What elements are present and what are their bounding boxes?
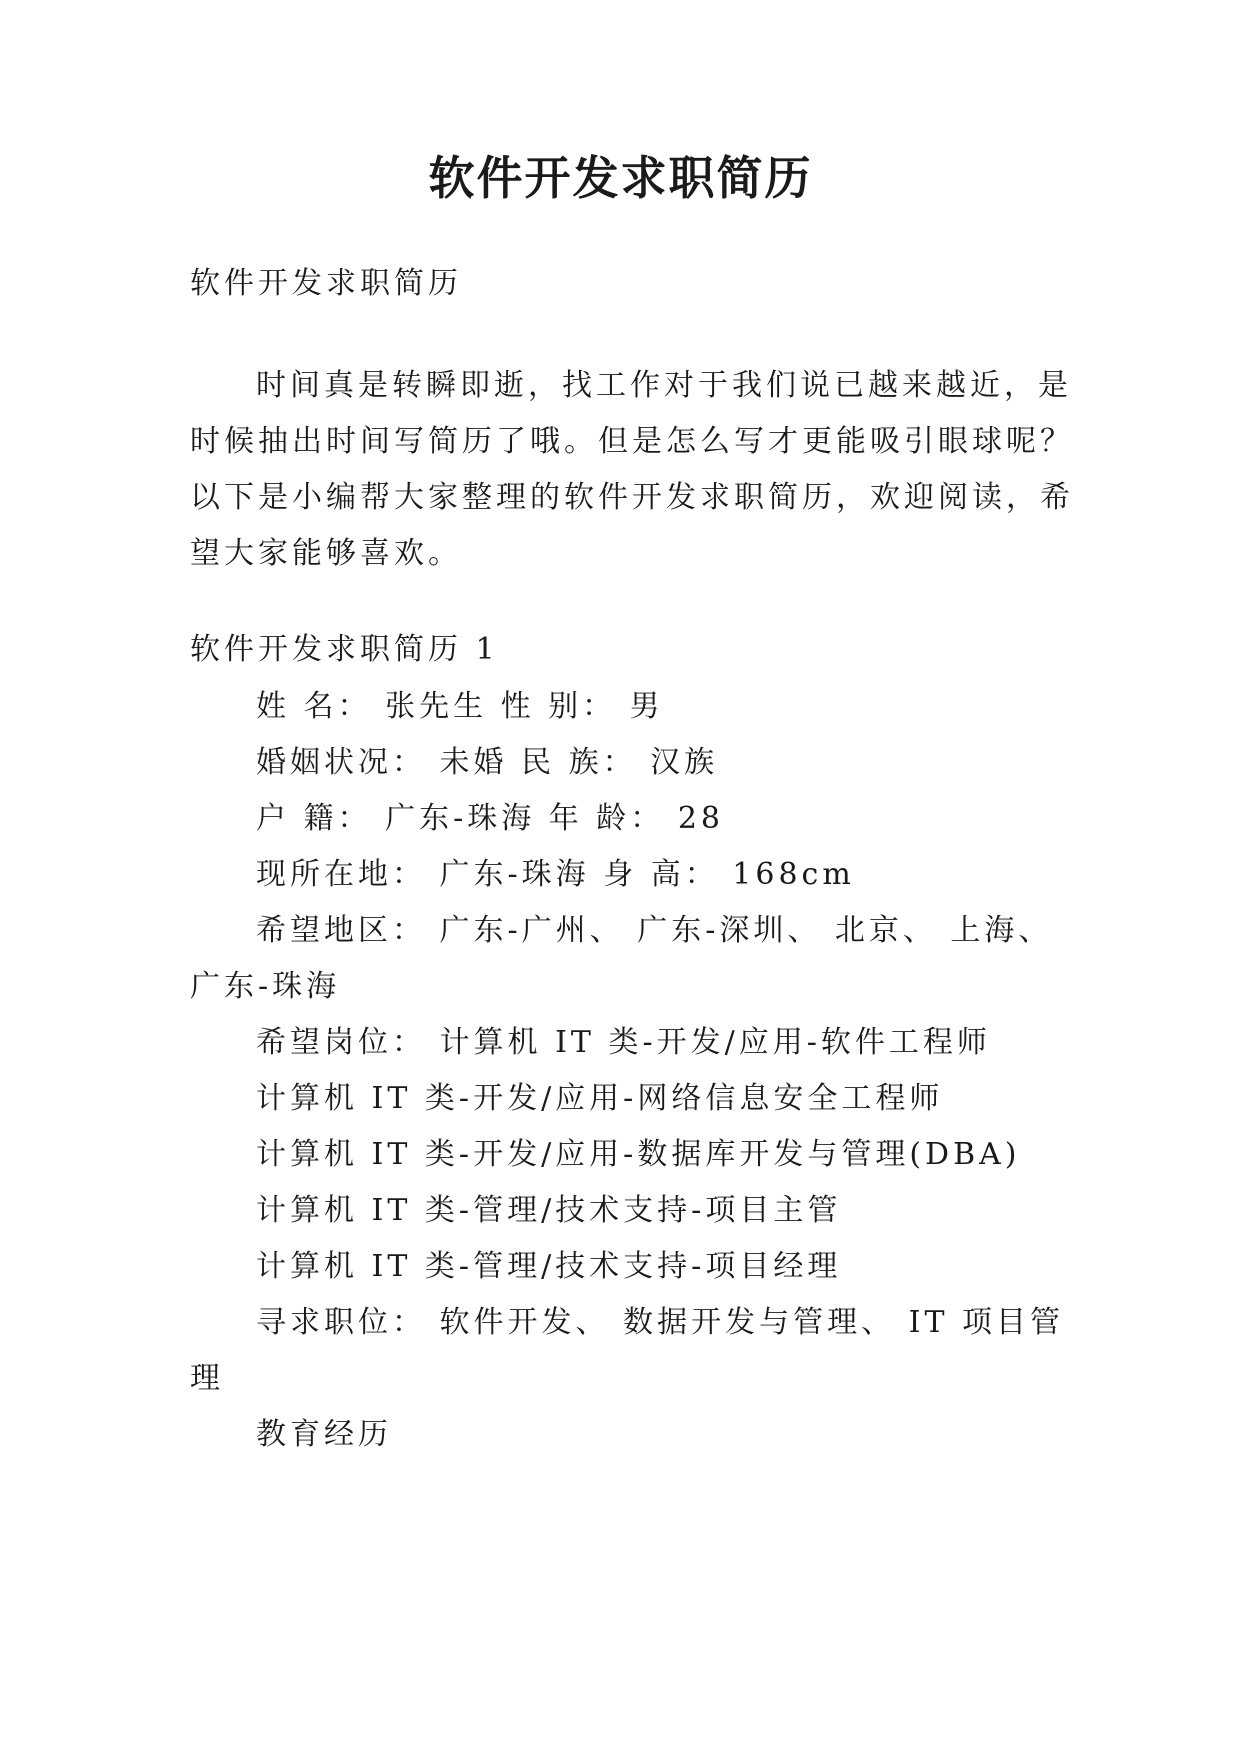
section-heading: 软件开发求职简历 1 <box>190 632 499 667</box>
household-age-line: 户 籍： 广东-珠海 年 龄： 28 <box>256 801 724 836</box>
marital-ethnicity-line: 婚姻状况： 未婚 民 族： 汉族 <box>256 745 719 780</box>
name-gender-line: 姓 名： 张先生 性 别： 男 <box>256 689 664 724</box>
position-line-2: 计算机 IT 类-开发/应用-网络信息安全工程师 <box>256 1081 944 1116</box>
intro-line-1: 时间真是转瞬即逝，找工作对于我们说已越来越近，是 <box>256 368 1072 403</box>
location-height-line: 现所在地： 广东-珠海 身 高： 168cm <box>256 857 855 892</box>
position-line-3: 计算机 IT 类-开发/应用-数据库开发与管理(DBA) <box>256 1137 1021 1172</box>
position-line-5: 计算机 IT 类-管理/技术支持-项目经理 <box>256 1249 842 1284</box>
intro-line-3: 以下是小编帮大家整理的软件开发求职简历，欢迎阅读，希 <box>190 480 1074 515</box>
education-heading: 教育经历 <box>256 1417 392 1452</box>
seeking-position-line-1: 寻求职位： 软件开发、 数据开发与管理、 IT 项目管 <box>256 1305 1065 1340</box>
intro-line-2: 时候抽出时间写简历了哦。但是怎么写才更能吸引眼球呢？ <box>190 424 1074 459</box>
document-title: 软件开发求职简历 <box>428 151 813 205</box>
desired-area-line-2: 广东-珠海 <box>190 969 341 1004</box>
document-subtitle: 软件开发求职简历 <box>190 266 462 301</box>
intro-line-4: 望大家能够喜欢。 <box>190 536 462 571</box>
desired-position-line: 希望岗位： 计算机 IT 类-开发/应用-软件工程师 <box>256 1025 991 1060</box>
desired-area-line-1: 希望地区： 广东-广州、 广东-深圳、 北京、 上海、 <box>256 913 1053 948</box>
position-line-4: 计算机 IT 类-管理/技术支持-项目主管 <box>256 1193 842 1228</box>
seeking-position-line-2: 理 <box>190 1361 224 1396</box>
